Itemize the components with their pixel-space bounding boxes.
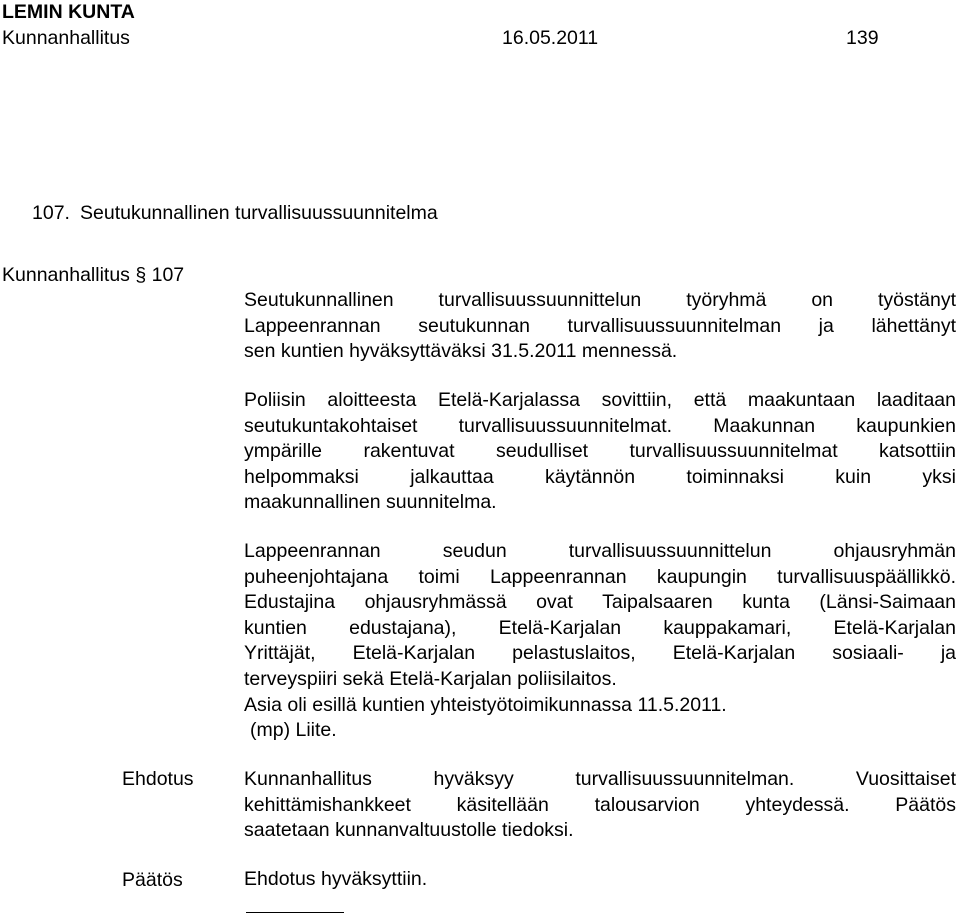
paragraph-line: seutukuntakohtaiset turvallisuussuunnitelmat. Maakunnan kaupunkien — [244, 414, 956, 437]
header-date: 16.05.2011 — [502, 27, 599, 49]
paragraph-line: Lappeenrannan seutukunnan turvallisuussuunnitelman ja lähettänyt — [244, 314, 956, 337]
paragraph-line: Poliisin aloitteesta Etelä-Karjalassa sovittiin, että maakuntaan laaditaan — [244, 389, 956, 411]
paragraph-2 — [244, 388, 956, 516]
paragraph-line: maakunnallinen suunnitelma. — [244, 491, 497, 514]
paragraph-3 — [244, 539, 956, 744]
paragraph-line: sen kuntien hyväksyttäväksi 31.5.2011 mennessä. — [244, 340, 678, 363]
proposal-label: Ehdotus — [122, 768, 194, 790]
meeting-reference: Kunnanhallitus § 107 — [2, 264, 185, 286]
paragraph-line: helpommaksi jalkauttaa käytännön toiminnaksi kuin yksi — [244, 465, 956, 488]
paragraph-4: Asia oli esillä kuntien yhteistyötoimikunnassa 11.5.2011. — [244, 693, 727, 716]
paragraph-line: kuntien edustajana), Etelä-Karjalan kauppakamari, Etelä-Karjalan — [244, 616, 956, 639]
paragraph-line: Lappeenrannan seudun turvallisuussuunnittelun ohjausryhmän — [244, 540, 956, 562]
proposal-line: saatetaan kunnanvaltuustolle tiedoksi. — [244, 819, 574, 842]
proposal-line: Kunnanhallitus hyväksyy turvallisuussuunnitelman. Vuosittaiset — [244, 768, 956, 790]
proposal-text — [244, 767, 956, 844]
decision-text — [244, 867, 956, 893]
paragraph-1 — [244, 288, 956, 365]
paragraph-5: (mp) Liite. — [250, 719, 337, 742]
section-number: 107. — [32, 202, 70, 224]
paragraph-line: terveyspiiri sekä Etelä-Karjalan poliisilaitos. — [244, 667, 617, 690]
paragraph-line: puheenjohtajana toimi Lappeenrannan kaupungin turvallisuuspäällikkö. — [244, 565, 956, 588]
decision-line: Ehdotus hyväksyttiin. — [244, 868, 428, 890]
paragraph-line: ympärille rakentuvat seudulliset turvallisuussuunnitelmat katsottiin — [244, 440, 956, 463]
decision-label: Päätös — [122, 869, 183, 891]
proposal-line: kehittämishankkeet käsitellään talousarvion yhteydessä. Päätös — [244, 793, 956, 816]
paragraph-line: Edustajina ohjausryhmässä ovat Taipalsaaren kunta (Länsi-Saimaan — [244, 591, 956, 614]
org-name: LEMIN KUNTA — [2, 1, 135, 23]
header-page-number: 139 — [846, 27, 879, 49]
signature-line — [246, 912, 344, 913]
paragraph-line: Seutukunnallinen turvallisuussuunnittelun työryhmä on työstänyt — [244, 289, 956, 311]
paragraph-line: Yrittäjät, Etelä-Karjalan pelastuslaitos, Etelä-Karjalan sosiaali- ja — [244, 642, 956, 665]
section-title: Seutukunnallinen turvallisuussuunnitelma — [80, 202, 438, 224]
header-body: Kunnanhallitus — [2, 27, 130, 49]
